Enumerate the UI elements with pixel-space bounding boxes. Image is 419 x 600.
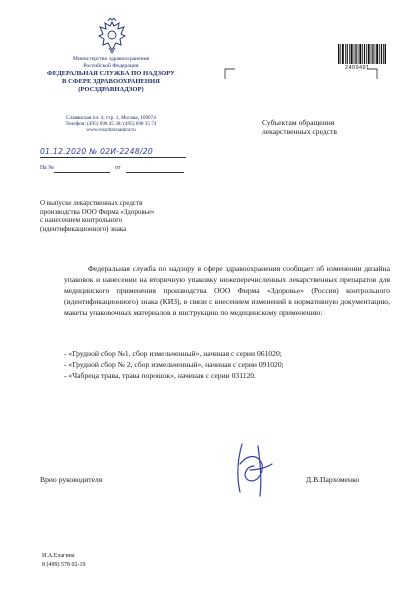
- executor-name: И.А.Елагина: [42, 553, 75, 559]
- agency-line-1: ФЕДЕРАЛЬНАЯ СЛУЖБА ПО НАДЗОРУ: [47, 70, 175, 77]
- incoming-no-label: На №: [40, 165, 54, 171]
- recipient-line-1: Субъектам обращения: [262, 118, 335, 127]
- barcode-number: 2409491: [345, 65, 370, 71]
- address-line-1: Славянская пл. 4, стр. 1, Москва, 109074: [66, 115, 156, 121]
- subject-line-3: с нанесением контрольного: [40, 216, 123, 225]
- russian-eagle-emblem-icon: [97, 18, 127, 54]
- letter-subject: [40, 199, 230, 233]
- incoming-date-label: от: [115, 165, 121, 171]
- incoming-no-blank: [54, 172, 110, 173]
- agency-name: [40, 70, 182, 94]
- ministry-name: [48, 56, 174, 69]
- body-paragraph: Федеральная служба по надзору в сфере здравоохранения сообщает об изменении дизайна упаковок и нанесении на вторичную упаковку нижеперечисленных лекарственных препаратов для медицинского применения производства ООО Фирма «Здоровье» (Россия) контрольного (идентификационного) знака (КИЗ), в связи с внесением изменений в нормативную документацию, макеты упаковочных материалов и инструкцию по медицинскому применению:: [64, 264, 390, 317]
- reference-underline: [40, 157, 186, 158]
- ministry-line-1: Министерство здравоохранения: [72, 56, 150, 62]
- address-corner-left: [224, 68, 236, 80]
- subject-line-1: О выпуске лекарственных средств: [40, 199, 143, 207]
- barcode-icon: [338, 44, 386, 64]
- incoming-date-blank: [126, 172, 184, 173]
- list-item: - «Грудной сбор № 2, сбор измельченный», начиная с серии 091020;: [64, 360, 284, 369]
- product-list: [64, 348, 390, 381]
- recipient-block: [262, 118, 412, 137]
- subject-line-4: (идентификационного) знака: [40, 224, 127, 233]
- recipient-line-2: лекарственных средств: [262, 127, 338, 137]
- agency-line-3: (РОСЗДРАВНАДЗОР): [78, 86, 144, 93]
- signatory-name: Д.В.Пархоменко: [306, 475, 360, 484]
- agency-address: [48, 115, 174, 134]
- agency-line-2: В СФЕРЕ ЗДРАВООХРАНЕНИЯ: [62, 78, 160, 85]
- list-item: - «Чабреца трава, трава порошок», начиная с серии 031120.: [64, 371, 257, 380]
- signatory-title: Врио руководителя: [40, 475, 103, 484]
- ministry-line-2: Российской Федерации: [83, 62, 139, 69]
- handwritten-signature-icon: [228, 440, 276, 500]
- subject-line-2: производства ООО Фирма «Здоровье»: [40, 207, 155, 216]
- outgoing-reference: 01.12.2020 № 02И-2248/20: [40, 147, 154, 156]
- list-item: - «Грудной сбор №1, сбор измельченный», начиная с серии 061020;: [64, 349, 282, 358]
- address-line-2: Телефон: (495) 698 45 38; (495) 698 15 74: [65, 121, 157, 128]
- executor-phone: 8 (499) 578 02-19: [42, 562, 86, 568]
- address-line-3: www.roszdravnadzor.ru: [86, 127, 136, 134]
